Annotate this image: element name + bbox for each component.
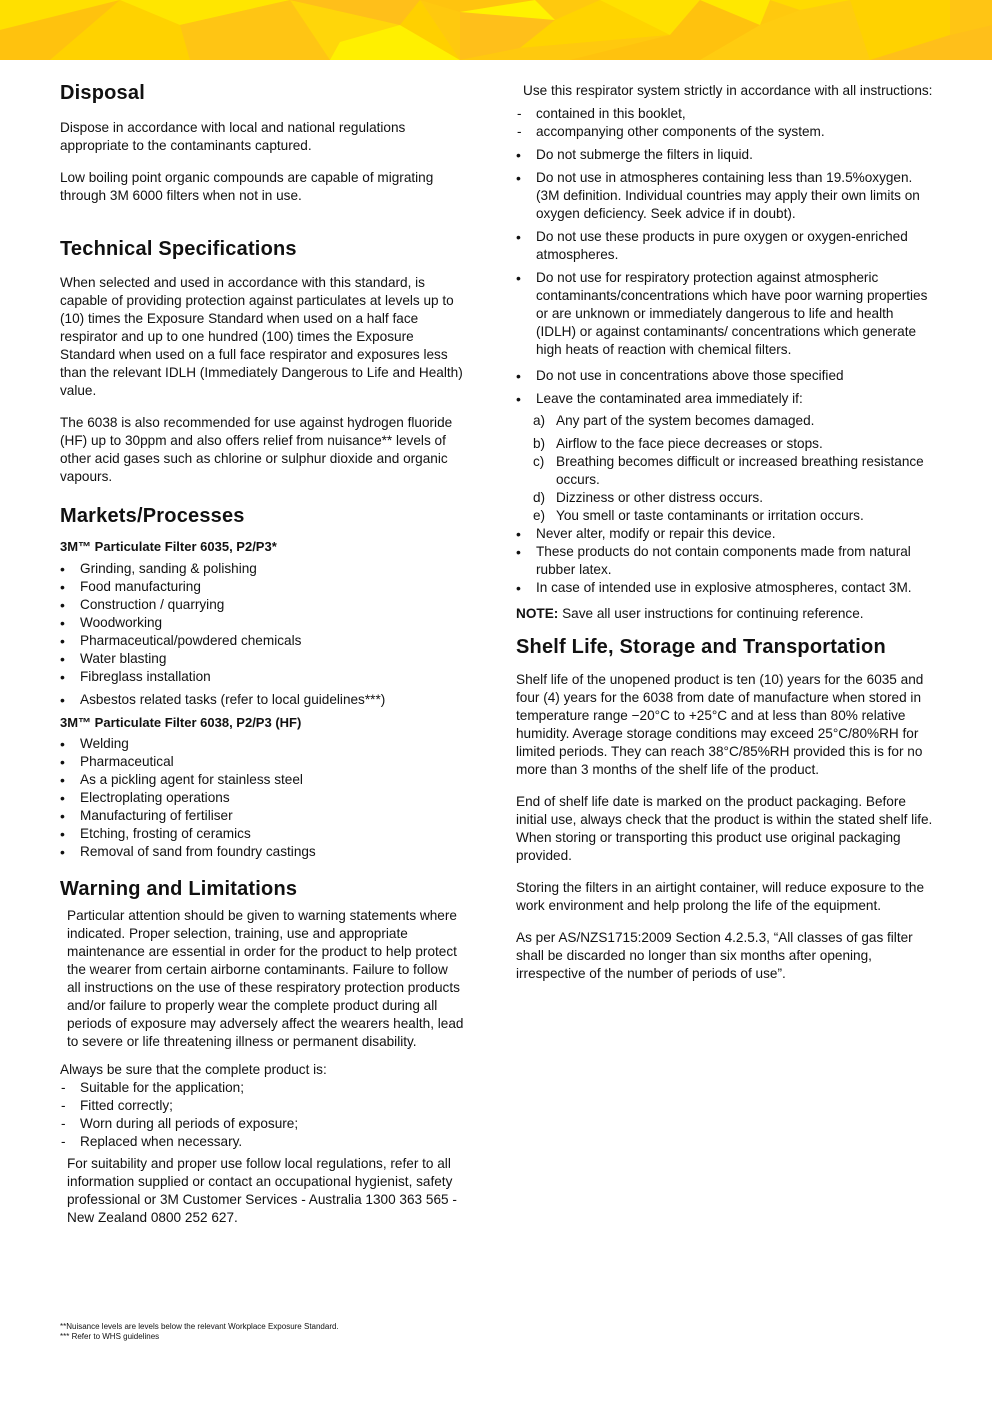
- list-item: • As a pickling agent for stainless steel: [60, 771, 465, 789]
- list-item: - accompanying other components of the system.: [516, 123, 936, 141]
- shelf-paragraph: Shelf life of the unopened product is ten (10) years for the 6035 and four (4) years for the 6038 from date of manufacture when stored in temperature range −20°C to +25°C and at less than 80% relative humidity. Average storage conditions may exceed 25°C/80%RH for limited periods. They can reach 38°C/85%RH provided this is for no more than 3 months of the shelf life of the product.: [516, 672, 924, 777]
- list-item-text: Any part of the system becomes damaged.: [556, 413, 815, 428]
- list-item: - contained in this booklet,: [516, 105, 936, 123]
- list-item: • Never alter, modify or repair this device.: [516, 525, 936, 543]
- shelf-life-heading: Shelf Life, Storage and Transportation: [516, 636, 886, 658]
- footnote: **Nuisance levels are levels below the relevant Workplace Exposure Standard.: [60, 1322, 339, 1331]
- list-item: • Woodworking: [60, 614, 465, 632]
- note-text: Save all user instructions for continuing reference.: [558, 606, 864, 621]
- note-label: NOTE:: [516, 606, 559, 621]
- filter-6038-title: 3M™ Particulate Filter 6038, P2/P3 (HF): [60, 715, 302, 730]
- warning-limitations-heading: Warning and Limitations: [60, 878, 298, 900]
- disposal-section: [60, 81, 465, 205]
- list-item: • Food manufacturing: [60, 578, 465, 596]
- list-item: - Replaced when necessary.: [60, 1133, 465, 1151]
- list-item: • Do not use these products in pure oxygen or oxygen-enriched atmospheres.: [516, 228, 936, 264]
- technical-specifications-section: [60, 237, 465, 486]
- shelf-life-section: [516, 635, 936, 983]
- shelf-paragraph: End of shelf life date is marked on the product packaging. Before initial use, always check that the product is within the stated shelf life. When storing or transporting this product use original packaging provided.: [516, 794, 933, 863]
- list-marker: b): [533, 436, 546, 451]
- always-label: Always be sure that the complete product is:: [60, 1062, 327, 1077]
- filter-6038-list: [60, 735, 465, 861]
- list-item: • Pharmaceutical/powdered chemicals: [60, 632, 465, 650]
- list-item: [516, 489, 936, 507]
- list-item: • In case of intended use in explosive atmospheres, contact 3M.: [516, 579, 936, 597]
- list-item-text: You smell or taste contaminants or irritation occurs.: [556, 508, 864, 523]
- list-item: • Asbestos related tasks (refer to local guidelines***): [60, 691, 465, 709]
- list-item: • Etching, frosting of ceramics: [60, 825, 465, 843]
- list-item: • Fibreglass installation: [60, 668, 465, 686]
- technical-paragraph: The 6038 is also recommended for use against hydrogen fluoride (HF) up to 30ppm and also offers relief from nuisance** levels of other acid gases such as chlorine or sulphur dioxide and organic vapours.: [60, 415, 453, 484]
- note: [516, 605, 936, 623]
- list-item: - Worn during all periods of exposure;: [60, 1115, 465, 1133]
- list-item-text: Breathing becomes difficult or increased breathing resistance occurs.: [556, 454, 924, 487]
- use-intro: Use this respirator system strictly in accordance with all instructions:: [523, 83, 933, 98]
- list-item: • Do not submerge the filters in liquid.: [516, 146, 936, 164]
- list-item: • These products do not contain components made from natural rubber latex.: [516, 543, 936, 579]
- disposal-paragraph: Dispose in accordance with local and national regulations appropriate to the contaminants captured.: [60, 120, 406, 153]
- list-item: • Do not use in concentrations above those specified: [516, 367, 936, 385]
- header-banner: [0, 0, 992, 60]
- filter-6035-title: 3M™ Particulate Filter 6035, P2/P3*: [60, 539, 277, 554]
- list-item: [516, 435, 936, 453]
- warning-limitations-section: [60, 877, 465, 1227]
- shelf-paragraph: Storing the filters in an airtight container, will reduce exposure to the work environment and help prolong the life of the equipment.: [516, 880, 925, 913]
- filter-6035-list: [60, 560, 465, 709]
- disposal-paragraph: Low boiling point organic compounds are capable of migrating through 3M 6000 filters when not in use.: [60, 170, 434, 203]
- list-item: - Fitted correctly;: [60, 1097, 465, 1115]
- contact-paragraph: For suitability and proper use follow local regulations, refer to all information supplied or contact an occupational hygienist, safety professional or 3M Customer Services - Australia 1300 363 565 - New Zealand 0800 252 627.: [67, 1156, 457, 1225]
- list-item-text: Dizziness or other distress occurs.: [556, 490, 763, 505]
- use-list: [516, 105, 936, 141]
- list-item: • Leave the contaminated area immediately if:: [516, 390, 936, 408]
- warning-intro: Particular attention should be given to warning statements where indicated. Proper selection, training, use and appropriate maintenance are essential in order for the product to help protect the wearer from certain airborne contaminants. Failure to follow all instructions on the use of these respiratory protection products and/or failure to properly wear the complete product during all periods of exposure may adversely affect the wearers health, lead to severe or life threatening illness or permanent disability.: [67, 908, 464, 1049]
- list-item: [516, 412, 936, 430]
- leave-conditions-list: [516, 412, 936, 525]
- list-item: • Electroplating operations: [60, 789, 465, 807]
- shelf-paragraph: As per AS/NZS1715:2009 Section 4.2.5.3, “All classes of gas filter shall be discarded no longer than six months after opening, irrespective of the number of periods of use”.: [516, 930, 913, 981]
- list-marker: d): [533, 490, 546, 505]
- right-column: [516, 82, 936, 983]
- footnotes: [60, 1322, 339, 1342]
- list-marker: a): [533, 413, 546, 428]
- list-item: • Removal of sand from foundry castings: [60, 843, 465, 861]
- always-list: [60, 1079, 465, 1151]
- technical-specifications-heading: Technical Specifications: [60, 238, 297, 260]
- list-item-text: Airflow to the face piece decreases or stops.: [556, 436, 823, 451]
- list-item: • Grinding, sanding & polishing: [60, 560, 465, 578]
- list-item: • Do not use for respiratory protection against atmospheric contaminants/concentrations which have poor warning properties or are unknown or immediately dangerous to life and health (IDLH) or against contaminants/ concentrations which generate high heats of reaction with chemical filters.: [516, 269, 936, 359]
- list-item: • Do not use in atmospheres containing less than 19.5%oxygen. (3M definition. Individual countries may apply their own limits on oxygen deficiency. Seek advice if in doubt).: [516, 169, 936, 223]
- list-item: • Welding: [60, 735, 465, 753]
- list-item: [516, 507, 936, 525]
- warning-bullets: [516, 146, 936, 408]
- list-item: [516, 453, 936, 489]
- list-marker: e): [533, 508, 546, 523]
- disposal-heading: Disposal: [60, 82, 145, 104]
- list-marker: c): [533, 454, 545, 469]
- markets-processes-heading: Markets/Processes: [60, 505, 245, 527]
- list-item: • Water blasting: [60, 650, 465, 668]
- technical-paragraph: When selected and used in accordance with this standard, is capable of providing protection against particulates at levels up to (10) times the Exposure Standard when used on a half face respirator and up to one hundred (100) times the Exposure Standard when used on a full face respirator and exposures less than the relevant IDLH (Immediately Dangerous to Life and Health) value.: [60, 275, 463, 398]
- list-item: • Manufacturing of fertiliser: [60, 807, 465, 825]
- list-item: - Suitable for the application;: [60, 1079, 465, 1097]
- left-column: [60, 76, 465, 1227]
- markets-processes-section: [60, 504, 465, 861]
- footnote: *** Refer to WHS guidelines: [60, 1332, 160, 1341]
- list-item: • Construction / quarrying: [60, 596, 465, 614]
- device-bullets: [516, 525, 936, 597]
- list-item: • Pharmaceutical: [60, 753, 465, 771]
- geometric-pattern: [0, 0, 992, 60]
